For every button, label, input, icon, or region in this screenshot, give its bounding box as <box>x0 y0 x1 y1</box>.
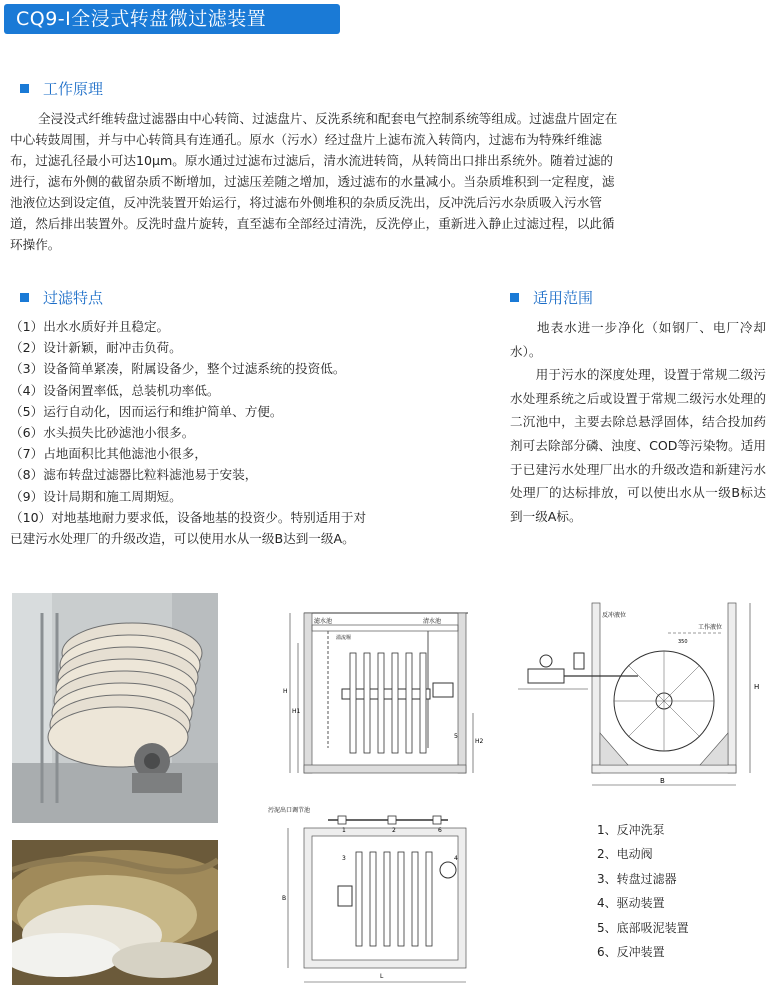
principle-line: 道，然后排出装置外。反洗时盘片旋转，直至滤布全部经过清洗，反洗停止，重新进入静止过滤过程，以此循 <box>10 216 615 231</box>
label-part-2: 2 <box>392 827 396 834</box>
label-h1: H1 <box>292 708 301 715</box>
side-view-diagram <box>518 593 768 793</box>
label-clear-pool: 清水池 <box>423 618 442 625</box>
principle-line: 布，过滤孔径最小可达10μm。原水通过过滤布过滤后，清水流进转筒，从转筒出口排出系统外。随着过滤的 <box>10 153 614 168</box>
feature-item: （6）水头损失比砂滤池小很多。 <box>10 425 195 441</box>
features-heading <box>20 286 103 308</box>
feature-item: （7）占地面积比其他滤池小很多， <box>10 446 207 462</box>
scope-heading-text: 适用范围 <box>533 288 594 307</box>
bullet-square-icon <box>510 293 519 302</box>
label-work-level: 工作液位 <box>698 624 723 631</box>
feature-item: （8）滤布转盘过滤器比粒料滤池易于安装， <box>10 467 258 483</box>
feature-item: （5）运行自动化，因而运行和维护简单、方便。 <box>10 403 283 419</box>
bullet-square-icon <box>20 293 29 302</box>
principle-heading-text: 工作原理 <box>43 79 104 98</box>
principle-line: 池液位达到设定值，反冲洗装置开始运行，将过滤布外侧堆积的杂质反洗出，反冲洗后污水杂质吸入污水管 <box>10 195 602 210</box>
label-overflow-weir: 溢流堰 <box>336 635 352 641</box>
equipment-photo <box>12 593 218 823</box>
feature-item: （1）出水水质好并且稳定。 <box>10 319 170 334</box>
label-part-3: 3 <box>342 855 346 862</box>
principle-heading <box>20 77 103 99</box>
front-view-diagram <box>268 593 483 783</box>
label-b: B <box>282 895 287 902</box>
features-heading-text: 过滤特点 <box>43 288 104 307</box>
label-b: B <box>660 777 665 785</box>
feature-item: 已建污水处理厂的升级改造，可以使用水从一级B达到一级A。 <box>10 531 355 547</box>
scope-paragraph: 地表水进一步净化（如钢厂、电厂冷却水）。 <box>510 320 766 359</box>
top-view-diagram <box>268 800 483 990</box>
feature-item: （10）对地基地耐力要求低，设备地基的投资少。特别适用于对 <box>10 509 367 525</box>
principle-line: 中心转鼓周围，并与中心转筒具有连通孔。原水（污水）经过盘片上滤布流入转筒内，过滤布为特殊纤维滤 <box>10 132 602 147</box>
feature-item: （2）设计新颖，耐冲击负荷。 <box>10 340 182 356</box>
label-part-4: 4 <box>454 855 458 862</box>
label-l: L <box>380 973 384 980</box>
label-backwash-level: 反冲液位 <box>602 612 627 619</box>
label-sludge-valve: 污泥出口调节池 <box>268 807 311 814</box>
features-list <box>10 316 455 549</box>
legend-item: 3、转盘过滤器 <box>597 871 677 886</box>
legend-item: 2、电动阀 <box>597 847 653 862</box>
label-part-1: 1 <box>342 827 346 834</box>
title-banner <box>4 4 340 34</box>
principle-body <box>10 108 765 255</box>
feature-item: （4）设备闲置率低，总装机功率低。 <box>10 382 220 398</box>
parts-legend <box>597 818 689 964</box>
label-h: H <box>754 683 760 691</box>
label-part-6: 6 <box>438 827 442 834</box>
label-filter-pool: 滤水池 <box>314 618 333 625</box>
bullet-square-icon <box>20 84 29 93</box>
page-title: CQ9-Ⅰ全浸式转盘微过滤装置 <box>16 8 267 30</box>
label-part-5: 5 <box>454 733 458 740</box>
feature-item: （9）设计局期和施工周期短。 <box>10 488 182 504</box>
principle-line: 环操作。 <box>10 237 61 252</box>
legend-item: 1、反冲洗泵 <box>597 823 665 837</box>
principle-line: 全浸没式纤维转盘过滤器由中心转筒、过滤盘片、反洗系统和配套电气控制系统等组成。过滤盘片固定在 <box>38 111 618 126</box>
label-h: H <box>283 688 288 695</box>
scope-body <box>510 316 766 528</box>
scope-heading <box>510 286 593 308</box>
principle-line: 进行，滤布外侧的截留杂质不断增加，过滤压差随之增加，透过滤布的水量减小。当杂质堆积到一定程度，滤 <box>10 174 615 189</box>
label-h2: H2 <box>475 738 483 745</box>
feature-item: （3）设备简单紧凑，附属设备少，整个过滤系统的投资低。 <box>10 361 346 377</box>
legend-item: 4、驱动装置 <box>597 896 665 911</box>
scope-paragraph: 用于污水的深度处理，设置于常规二级污水处理系统之后或设置于常规二级污水处理的二沉池中，主要去除总悬浮固体，结合投加药剂可去除部分磷、浊度、COD等污染物。适用于已建污水处理厂出水的升级改造和新建污水处理厂的达标排放，可以使出水从一级B标达到一级A标。 <box>510 367 766 524</box>
legend-item: 5、底部吸泥装置 <box>597 920 689 935</box>
legend-item: 6、反冲装置 <box>597 945 665 960</box>
label-dim: 350 <box>678 639 688 645</box>
water-photo <box>12 840 218 985</box>
